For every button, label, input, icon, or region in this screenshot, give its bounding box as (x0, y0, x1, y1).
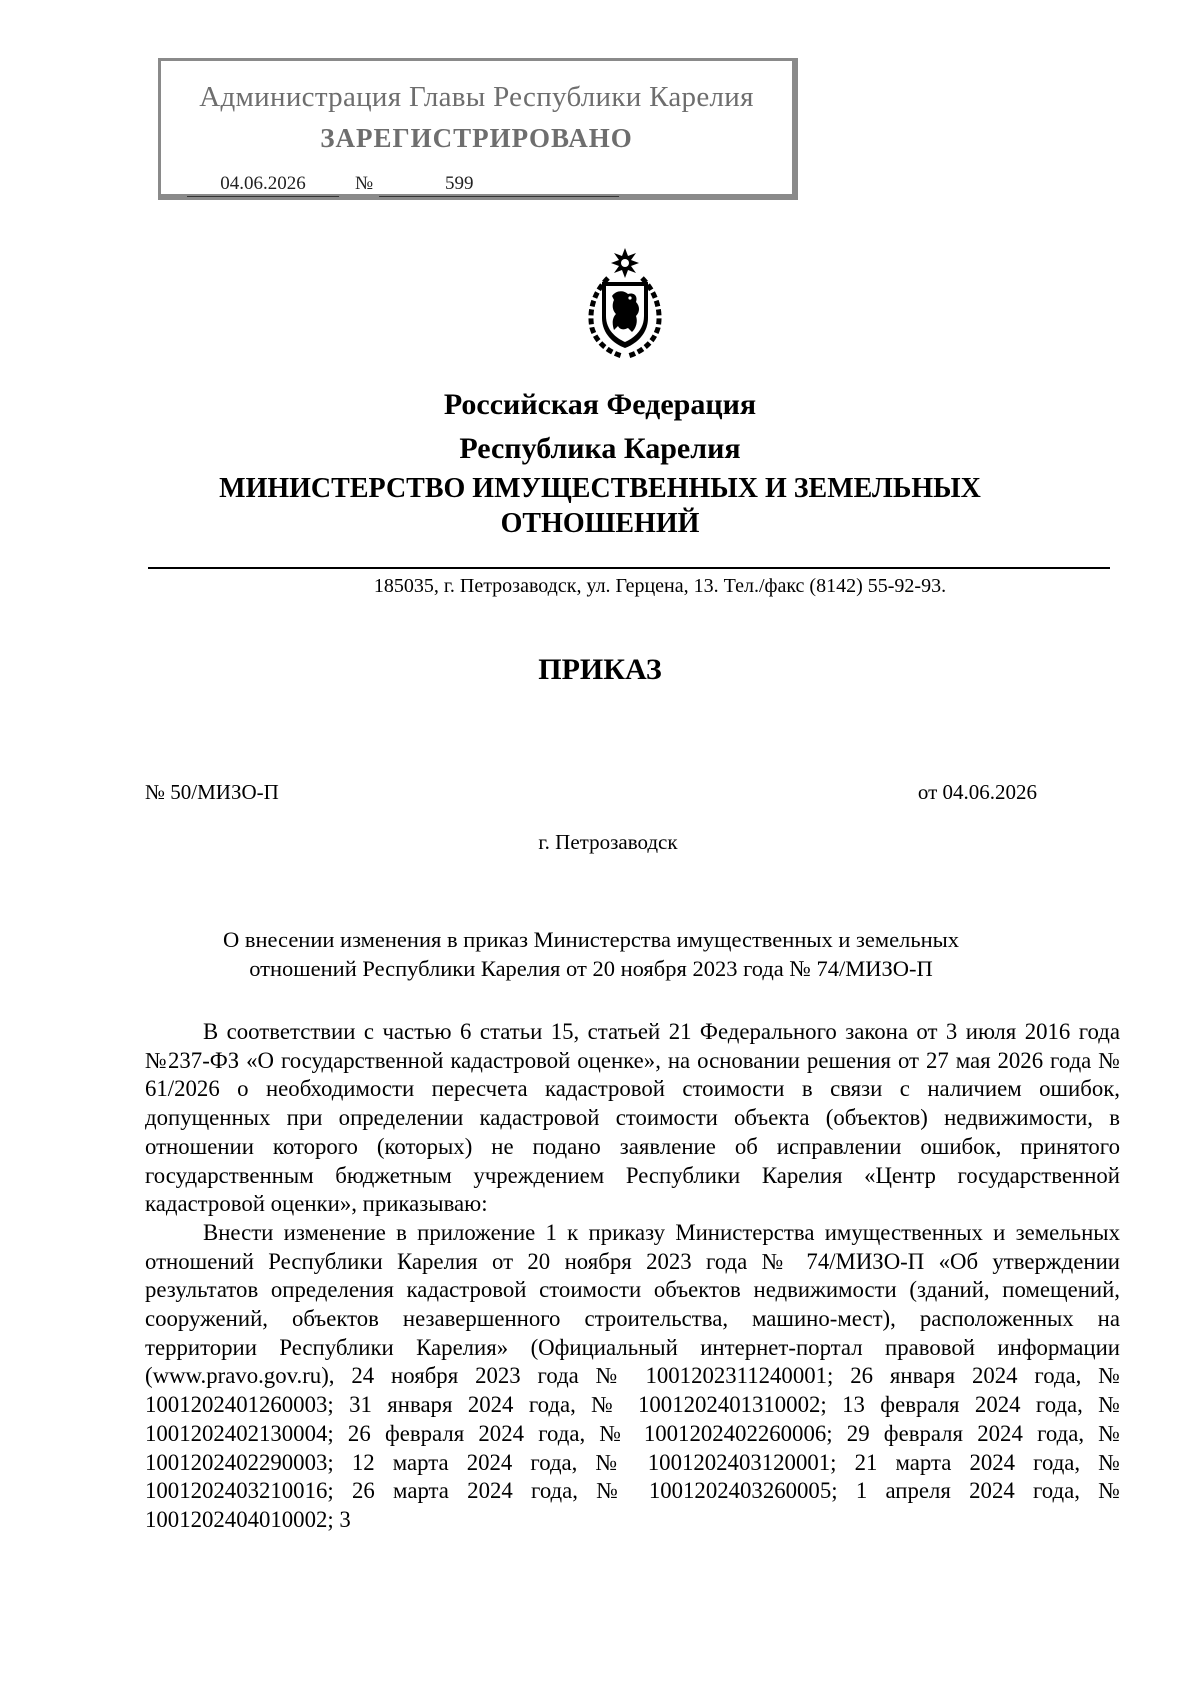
order-city: г. Петрозаводск (538, 830, 678, 854)
subject-line: О внесении изменения в приказ Министерства имущественных и земельных (222, 927, 960, 952)
order-date: от 04.06.2026 (917, 780, 1037, 804)
stamp-organization: Администрация Главы Республики Карелия (199, 81, 754, 113)
stamp-number-sign: № (355, 173, 374, 194)
country-heading: Российская Федерация (443, 388, 757, 421)
ministry-heading-line2: ОТНОШЕНИЙ (500, 508, 700, 539)
stamp-number: 599 (379, 173, 619, 197)
ministry-address: 185035, г. Петрозаводск, ул. Герцена, 13. Тел./факс (8142) 55-92-93. (373, 575, 947, 597)
document-type: ПРИКАЗ (538, 653, 662, 686)
body-paragraph: В соответствии с частью 6 статьи 15, статьей 21 Федерального закона от 3 июля 2016 года №237-ФЗ «О государственной кадастровой оценке», на основании решения от 27 мая 2026 года № 61/2026 о необходимости пересчета кадастровой стоимости в связи с наличием ошибок, допущенных при определении кадастровой стоимости объекта (объектов) недвижимости, в отношении которого (которых) не подано заявление об исправлении ошибок, принятого государственным бюджетным учреждением Республики Карелия «Центр государственной кадастровой оценки», приказываю: (145, 1019, 1120, 1217)
registration-stamp (158, 58, 798, 200)
body-paragraph: Внести изменение в приложение 1 к приказу Министерства имущественных и земельных отношений Республики Карелия от 20 ноября 2023 года № 74/МИЗО-П «Об утверждении результатов определения кадастровой стоимости объектов недвижимости (зданий, помещений, сооружений, объектов незавершенного строительства, машино-мест), расположенных на территории Республики Карелия» (Официальный интернет-портал правовой информации (www.pravo.gov.ru), 24 ноября 2023 года № 1001202311240001; 26 января 2024 года, № 1001202401260003; 31 января 2024 года, № 1001202401310002; 13 февраля 2024 года, № 1001202402130004; 26 февраля 2024 года, № 1001202402260006; 29 февраля 2024 года, № 1001202402290003; 12 марта 2024 года, № 1001202403120001; 21 марта 2024 года, № 1001202403210016; 26 марта 2024 года, № 1001202403260005; 1 апреля 2024 года, № 1001202404010002; 3 (145, 1219, 1120, 1532)
stamp-date: 04.06.2026 (187, 173, 339, 197)
subject-line: отношений Республики Карелия от 20 ноября 2023 года № 74/МИЗО-П (249, 956, 933, 981)
header-divider (148, 567, 1110, 569)
republic-heading: Республика Карелия (459, 432, 741, 465)
order-body (145, 1018, 1120, 1535)
star-icon (611, 248, 639, 278)
coat-of-arms-icon (578, 248, 672, 360)
stamp-status: ЗАРЕГИСТРИРОВАНО (320, 123, 633, 153)
order-subject (145, 925, 1037, 983)
order-number: № 50/МИЗО-П (145, 780, 279, 804)
ministry-heading-line1: МИНИСТЕРСТВО ИМУЩЕСТВЕННЫХ И ЗЕМЕЛЬНЫХ (219, 473, 981, 504)
